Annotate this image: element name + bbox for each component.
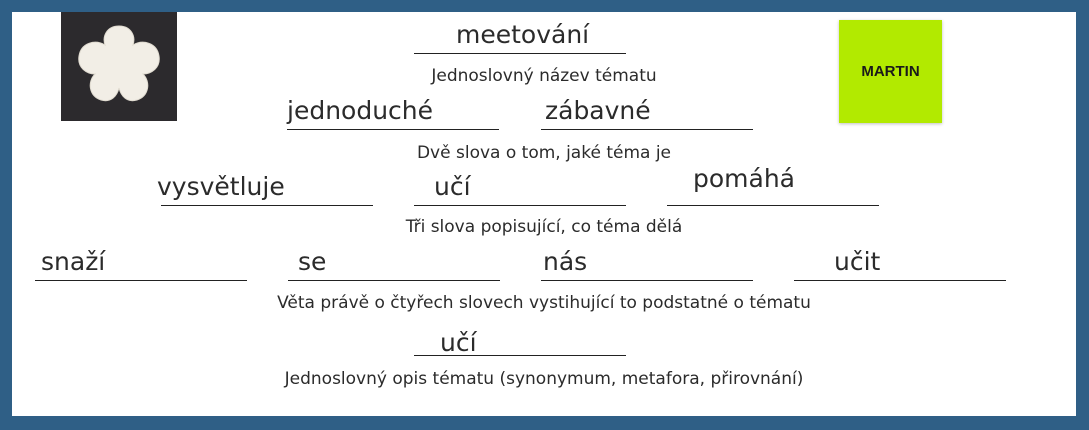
word-slot-row4-2[interactable] [288, 241, 500, 281]
cinquain-board [12, 12, 1076, 416]
word-slot-row4-4[interactable] [794, 241, 1006, 281]
word-text: jednoduché [287, 96, 434, 125]
word-slot-row5-1[interactable] [414, 316, 626, 356]
word-text: meetování [456, 20, 590, 49]
word-text: učí [440, 328, 477, 357]
word-slot-row3-2[interactable] [414, 166, 626, 206]
word-slot-row4-1[interactable] [35, 241, 247, 281]
caption-row2: Dvě slova o tom, jaké téma je [416, 143, 672, 163]
word-slot-row3-3[interactable] [667, 166, 879, 206]
name-tag-label: MARTIN [861, 63, 920, 80]
caption-row3: Tři slova popisující, co téma dělá [405, 217, 683, 237]
word-text: učí [434, 172, 471, 201]
word-text: učit [834, 247, 881, 276]
word-text: nás [543, 247, 588, 276]
word-slot-row2-1[interactable] [287, 90, 499, 130]
word-slot-row4-3[interactable] [541, 241, 753, 281]
word-text: snaží [41, 247, 106, 276]
word-slot-row2-2[interactable] [541, 90, 753, 130]
caption-row1: Jednoslovný název tématu [431, 66, 657, 86]
word-slot-row1-1[interactable] [414, 14, 626, 54]
word-text: se [298, 247, 327, 276]
word-text: vysvětluje [157, 172, 285, 201]
word-text: pomáhá [693, 164, 796, 193]
word-slot-row3-1[interactable] [157, 166, 373, 206]
caption-row5: Jednoslovný opis tématu (synonymum, metafora, přirovnání) [284, 369, 804, 389]
word-text: zábavné [545, 96, 651, 125]
caption-row4: Věta právě o čtyřech slovech vystihující to podstatné o tématu [277, 293, 811, 313]
